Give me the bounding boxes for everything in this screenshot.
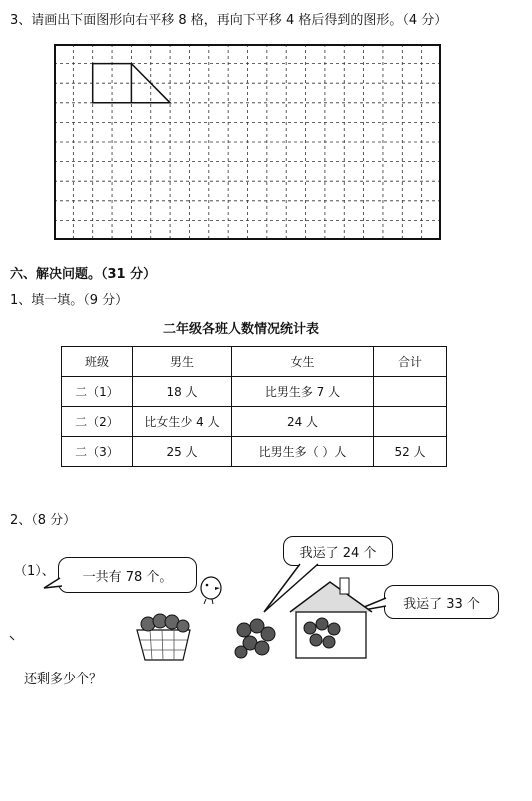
speech-bubble-24-text: 我运了 24 个 (299, 545, 377, 561)
chick-icon (201, 577, 221, 604)
fruit-pile-icon (235, 619, 275, 658)
cell-girls: 比男生多 7 人 (232, 377, 374, 407)
header-total: 合计 (374, 347, 447, 377)
cell-boys: 25 人 (133, 437, 232, 467)
stray-mark (10, 636, 14, 640)
cell-class: 二（3） (62, 437, 133, 467)
question-2-title: 2、（8 分） (10, 513, 77, 528)
speech-bubble-33-text: 我运了 33 个 (403, 596, 480, 612)
cell-boys: 比女生少 4 人 (133, 407, 232, 437)
cell-class: 二（2） (62, 407, 133, 437)
header-boys: 男生 (133, 347, 232, 377)
cell-girls: 比男生多（ ）人 (232, 437, 374, 467)
cell-class: 二（1） (62, 377, 133, 407)
question-1-title: 1、填一填。（9 分） (10, 293, 129, 308)
speech-bubble-total-text: 一共有 78 个。 (82, 569, 173, 585)
cell-total: 52 人 (374, 437, 447, 467)
cell-boys: 18 人 (133, 377, 232, 407)
section-6-title: 六、解决问题。（31 分） (10, 267, 157, 282)
header-girls: 女生 (232, 347, 374, 377)
table-title: 二年级各班人数情况统计表 (163, 322, 320, 337)
bubble-tail-total (44, 578, 62, 588)
remaining-question: 还剩多少个？ (24, 672, 103, 687)
fruit-basket-icon (137, 614, 190, 660)
question-3-title: 3、请画出下面图形向右平移 8 格，再向下平移 4 格后得到的图形。（4 分） (10, 13, 448, 28)
header-class: 班级 (62, 347, 133, 377)
part-1-label: （1）、 (14, 564, 55, 579)
house-icon (290, 578, 372, 658)
cell-girls: 24 人 (232, 407, 374, 437)
